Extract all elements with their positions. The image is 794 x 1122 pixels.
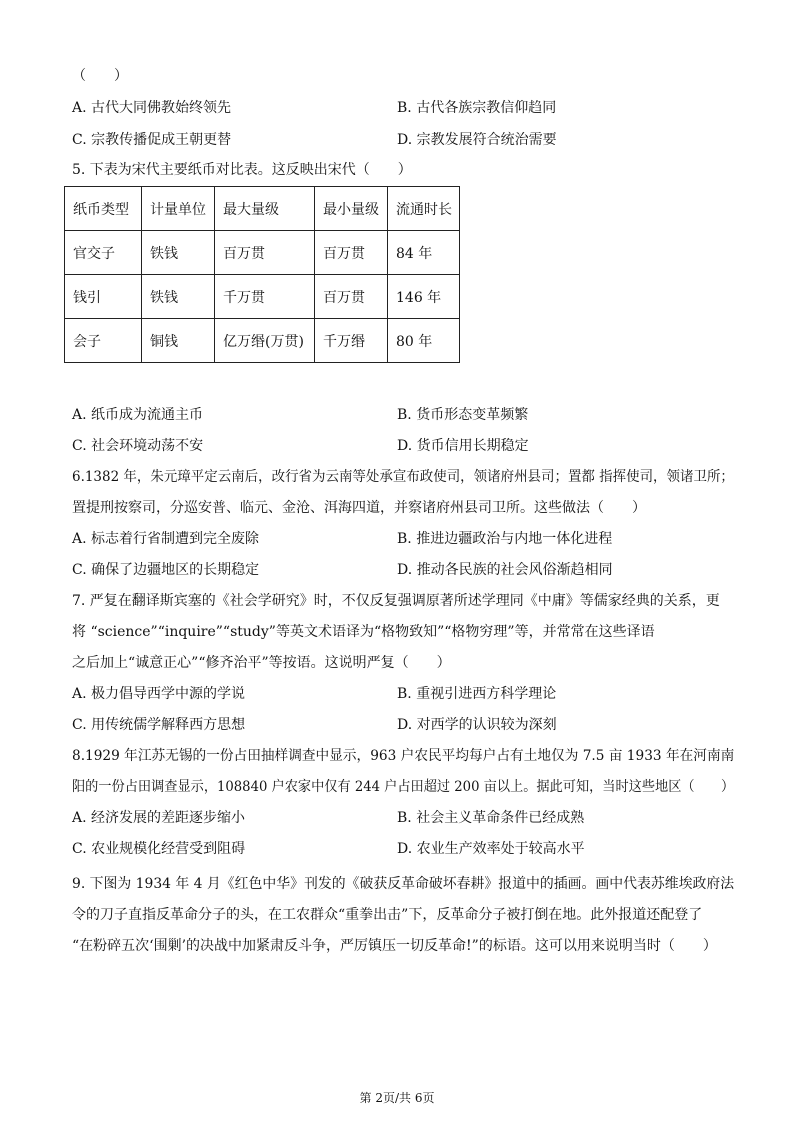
q8-option-d[interactable]: D. 农业生产效率处于较高水平 <box>397 841 585 857</box>
table-cell: 铜钱 <box>142 319 215 363</box>
table-cell: 百万贯 <box>315 275 388 319</box>
q7-option-d[interactable]: D. 对西学的认识较为深刻 <box>397 717 557 733</box>
table-header-cell: 计量单位 <box>142 187 215 231</box>
q7-option-a[interactable]: A. 极力倡导西学中源的学说 <box>72 686 246 702</box>
q7-option-c[interactable]: C. 用传统儒学解释西方思想 <box>72 717 246 733</box>
table-header-cell: 最大量级 <box>215 187 315 231</box>
q9-stem-line: 9. 下图为 1934 年 4 月《红色中华》刊发的《破获反革命破坏春耕》报道中的插画。画中代表苏维埃政府法 <box>72 876 735 892</box>
table-cell: 千万缗 <box>315 319 388 363</box>
table-row <box>65 231 460 275</box>
q9-stem-line: 令的刀子直指反革命分子的头，在工农群众“重拳出击”下，反革命分子被打倒在地。此外报道还配登了 <box>72 907 703 923</box>
table-cell: 千万贯 <box>215 275 315 319</box>
q4-option-d[interactable]: D. 宗教发展符合统治需要 <box>397 132 557 148</box>
table-cell: 146 年 <box>388 275 460 319</box>
table-cell: 84 年 <box>388 231 460 275</box>
q6-option-b[interactable]: B. 推进边疆政治与内地一体化进程 <box>397 531 613 547</box>
q8-stem-line: 8.1929 年江苏无锡的一份占田抽样调查中显示，963 户农民平均每户占有土地仅为 7.5 亩 1933 年在河南南 <box>72 748 735 764</box>
page-footer: 第 2页/共 6页 <box>359 1091 435 1105</box>
q5-option-a[interactable]: A. 纸币成为流通主币 <box>72 407 204 423</box>
q8-stem-line: 阳的一份占田调查显示，108840 户农家中仅有 244 户占田超过 200 亩以上。据此可知，当时这些地区（ ） <box>72 779 735 795</box>
table-cell: 会子 <box>65 319 142 363</box>
q7-stem-line: 7. 严复在翻译斯宾塞的《社会学研究》时，不仅反复强调原著所述学理同《中庸》等儒家经典的关系，更 <box>72 593 720 609</box>
q5-stem: 5. 下表为宋代主要纸币对比表。这反映出宋代（ ） <box>72 162 412 178</box>
q6-option-c[interactable]: C. 确保了边疆地区的长期稳定 <box>72 562 260 578</box>
table-cell: 钱引 <box>65 275 142 319</box>
q7-stem-line: 之后加上“诚意正心”“修齐治平”等按语。这说明严复（ ） <box>72 655 451 671</box>
q6-option-d[interactable]: D. 推动各民族的社会风俗渐趋相同 <box>397 562 613 578</box>
q7-stem-line: 将 “science”“inquire”“study”等英文术语译为“格物致知”“格物穷理”等，并常常在这些译语 <box>72 624 655 640</box>
q7-option-b[interactable]: B. 重视引进西方科学理论 <box>397 686 557 702</box>
table-cell: 百万贯 <box>315 231 388 275</box>
table-header-cell: 最小量级 <box>315 187 388 231</box>
table-cell: 铁钱 <box>142 231 215 275</box>
q4-option-b[interactable]: B. 古代各族宗教信仰趋同 <box>397 100 557 116</box>
q5-option-d[interactable]: D. 货币信用长期稳定 <box>397 438 529 454</box>
q8-option-b[interactable]: B. 社会主义革命条件已经成熟 <box>397 810 585 826</box>
table-cell: 亿万缗(万贯) <box>215 319 315 363</box>
q6-option-a[interactable]: A. 标志着行省制遭到完全废除 <box>72 531 260 547</box>
q8-option-a[interactable]: A. 经济发展的差距逐步缩小 <box>72 810 246 826</box>
q4-option-a[interactable]: A. 古代大同佛教始终领先 <box>72 100 232 116</box>
q4-option-c[interactable]: C. 宗教传播促成王朝更替 <box>72 132 232 148</box>
q5-option-c[interactable]: C. 社会环境动荡不安 <box>72 438 204 454</box>
q6-stem-line: 置提刑按察司，分巡安普、临元、金沧、洱海四道，并察诸府州县司卫所。这些做法（ ） <box>72 500 646 516</box>
table-cell: 官交子 <box>65 231 142 275</box>
table-row <box>65 319 460 363</box>
table-header-cell: 纸币类型 <box>65 187 142 231</box>
q9-stem-line: “在粉碎五次‘围剿’的决战中加紧肃反斗争，严厉镇压一切反革命!”的标语。这可以用来说明当时（ ） <box>72 938 717 954</box>
table-header-cell: 流通时长 <box>388 187 460 231</box>
table-cell: 百万贯 <box>215 231 315 275</box>
q8-option-c[interactable]: C. 农业规模化经营受到阻碍 <box>72 841 246 857</box>
table-row <box>65 275 460 319</box>
q4-paren: （ ） <box>72 68 128 84</box>
paper-money-table <box>64 186 460 363</box>
table-cell: 铁钱 <box>142 275 215 319</box>
table-cell: 80 年 <box>388 319 460 363</box>
q6-stem-line: 6.1382 年，朱元璋平定云南后，改行省为云南等处承宣布政使司，领诸府州县司；置都 指挥使司，领诸卫所； <box>72 469 734 485</box>
q5-option-b[interactable]: B. 货币形态变革频繁 <box>397 407 529 423</box>
table-header-row <box>65 187 460 231</box>
